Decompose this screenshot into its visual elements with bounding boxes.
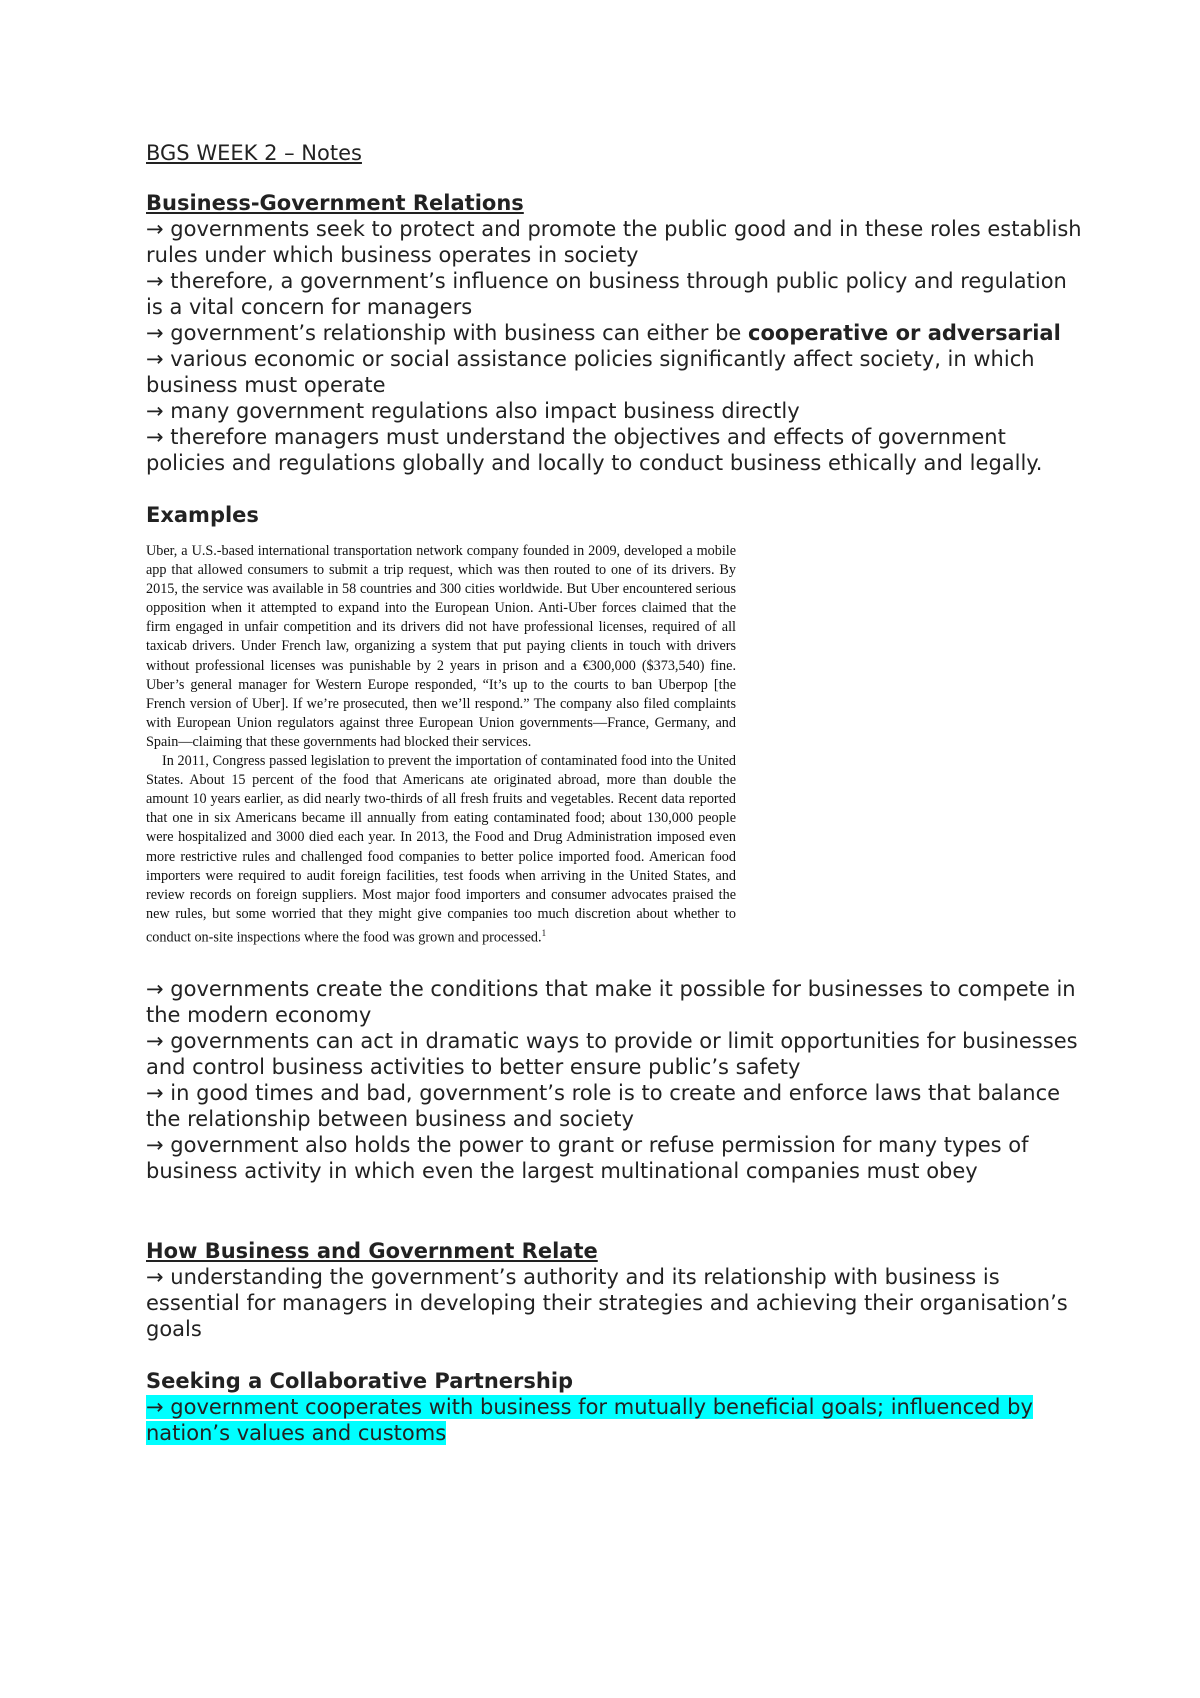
section-heading-business-government-relations: Business-Government Relations bbox=[146, 191, 524, 215]
arrow-icon: → bbox=[146, 1394, 164, 1419]
arrow-icon: → bbox=[146, 1028, 164, 1053]
arrow-icon: → bbox=[146, 347, 164, 371]
arrow-icon: → bbox=[146, 321, 164, 345]
bullet-line: → in good times and bad, government’s role is to create and enforce laws that balance the relationship between business and society bbox=[146, 1080, 1061, 1131]
page-title: BGS WEEK 2 – Notes bbox=[146, 141, 362, 165]
arrow-icon: → bbox=[146, 217, 164, 241]
bullet-line: → governments create the conditions that make it possible for businesses to compete in the modern economy bbox=[146, 976, 1076, 1027]
bullet-line: → governments seek to protect and promote the public good and in these roles establish rules under which business operates in society bbox=[146, 217, 1082, 267]
arrow-icon: → bbox=[146, 425, 164, 449]
bold-phrase: cooperative or adversarial bbox=[748, 321, 1061, 345]
section-heading-examples: Examples bbox=[146, 503, 259, 527]
arrow-icon: → bbox=[146, 399, 164, 423]
excerpt-paragraph-food: In 2011, Congress passed legislation to prevent the importation of contaminated food into the United States. About 15 percent of the food that Americans ate originated abroad, more than double the amount 10 years earlier, as did nearly two-thirds of all fresh fruits and vegetables. Recent data reported that one in six Americans became ill annually from eating contaminated food; about 130,000 people were hospitalized and 3000 died each year. In 2013, the Food and Drug Administration imposed even more restrictive rules and challenged food companies to better police imported food. American food importers were required to audit foreign facilities, test foods when arriving in the United States, and review records on foreign suppliers. Most major food importers and consumer advocates praised the new rules, but some worried that they might give companies too much discretion about whether to conduct on-site inspections where the food was grown and processed.$^1$ bbox=[146, 753, 736, 946]
arrow-icon: → bbox=[146, 1080, 164, 1105]
document-page bbox=[146, 140, 1086, 1446]
bullet-line: → government also holds the power to grant or refuse permission for many types of business activity in which even the largest multinational companies must obey bbox=[146, 1132, 1029, 1183]
bullet-line: → governments can act in dramatic ways to provide or limit opportunities for businesses and control business activities to better ensure public’s safety bbox=[146, 1028, 1078, 1079]
highlighted-bullet-line bbox=[146, 1394, 1086, 1446]
section-heading-seeking-collaborative-partnership: Seeking a Collaborative Partnership bbox=[146, 1368, 574, 1393]
highlight-marker: → government cooperates with business for mutually beneficial goals; influenced by nation’s values and customs bbox=[146, 1394, 1033, 1445]
bullet-line: → government’s relationship with business can either be cooperative or adversarial bbox=[146, 321, 1061, 345]
bullet-line: → understanding the government’s authority and its relationship with business is essential for managers in developing their strategies and achieving their organisation’s goals bbox=[146, 1264, 1068, 1341]
bullet-line: → therefore managers must understand the objectives and effects of government policies and regulations globally and locally to conduct business ethically and legally. bbox=[146, 425, 1043, 475]
footnote-marker: 1 bbox=[541, 927, 547, 938]
excerpt-paragraph-uber: Uber, a U.S.-based international transportation network company founded in 2009, developed a mobile app that allowed consumers to submit a trip request, which was then routed to one of its drivers. By 2015, the service was available in 58 countries and 300 cities worldwide. But Uber encountered serious opposition when it attempted to expand into the European Union. Anti-Uber forces claimed that the firm engaged in unfair competition and its drivers did not have professional licenses, required of all taxicab drivers. Under French law, organizing a system that put paying clients in touch with drivers without professional licenses was punishable by 2 years in prison and a €300,000 ($373,540) fine. Uber’s general manager for Western Europe responded, “It’s up to the courts to ban Uberpop [the French version of Uber]. If we’re prosecuted, then we’ll respond.” The company also filed complaints with European Union regulators against three European Union governments—France, Germany, and Spain—claiming that these governments had blocked their services. bbox=[146, 543, 736, 750]
bullet-line: → various economic or social assistance policies significantly affect society, in which business must operate bbox=[146, 347, 1035, 397]
scanned-textbook-excerpt bbox=[146, 542, 736, 948]
bullet-line: → therefore, a government’s influence on business through public policy and regulation is a vital concern for managers bbox=[146, 269, 1067, 319]
section-heading-how-business-and-government-relate: How Business and Government Relate bbox=[146, 1238, 598, 1263]
arrow-icon: → bbox=[146, 269, 164, 293]
arrow-icon: → bbox=[146, 976, 164, 1001]
bullet-line: → many government regulations also impact business directly bbox=[146, 399, 800, 423]
arrow-icon: → bbox=[146, 1132, 164, 1157]
arrow-icon: → bbox=[146, 1264, 164, 1289]
